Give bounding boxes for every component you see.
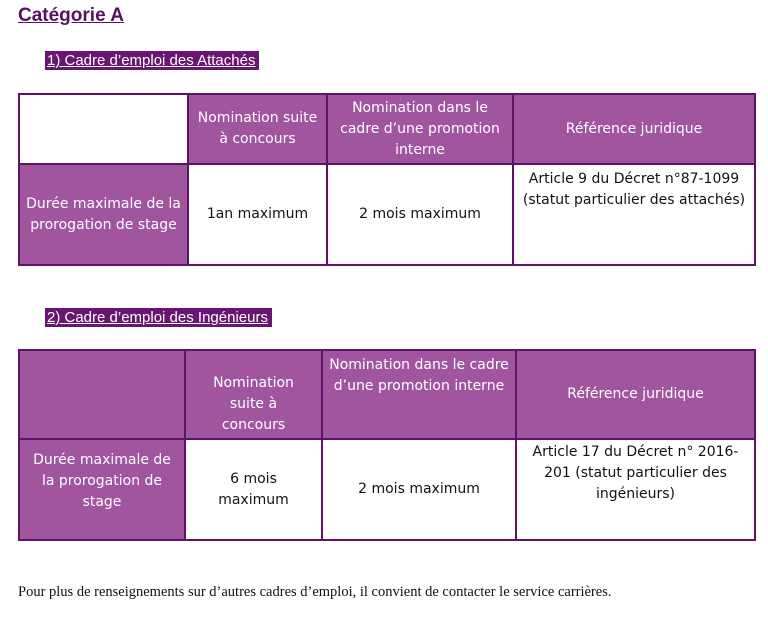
row-label: Durée maximale de la prorogation de stage [19,439,185,540]
table-attaches [18,93,756,266]
table-row [19,439,755,540]
cell-reference: Article 9 du Décret n°87-1099 (statut particulier des attachés) [513,164,755,265]
header-promotion: Nomination dans le cadre d’une promotion interne [322,350,516,439]
table-ingenieurs [18,349,756,541]
section-title-ingenieurs: 2) Cadre d’emploi des Ingénieurs [45,308,272,327]
section-title-attaches: 1) Cadre d’emploi des Attachés [45,51,259,70]
cell-reference: Article 17 du Décret n° 2016-201 (statut particulier des ingénieurs) [516,439,755,540]
header-reference: Référence juridique [513,94,755,164]
header-reference: Référence juridique [516,350,755,439]
footer-note: Pour plus de renseignements sur d’autres cadres d’emploi, il convient de contacter le service carrières. [18,584,612,600]
header-concours: Nomination suite à concours [185,350,322,439]
cell-concours: 1an maximum [188,164,327,265]
cell-concours: 6 mois maximum [185,439,322,540]
table-row [19,164,755,265]
header-empty-cell [19,94,188,164]
table-header-row [19,350,755,439]
header-concours: Nomination suite à concours [188,94,327,164]
table-header-row [19,94,755,164]
category-title: Catégorie A [18,5,124,26]
header-promotion: Nomination dans le cadre d’une promotion interne [327,94,513,164]
cell-promotion: 2 mois maximum [322,439,516,540]
cell-promotion: 2 mois maximum [327,164,513,265]
header-empty-cell [19,350,185,439]
row-label: Durée maximale de la prorogation de stage [19,164,188,265]
